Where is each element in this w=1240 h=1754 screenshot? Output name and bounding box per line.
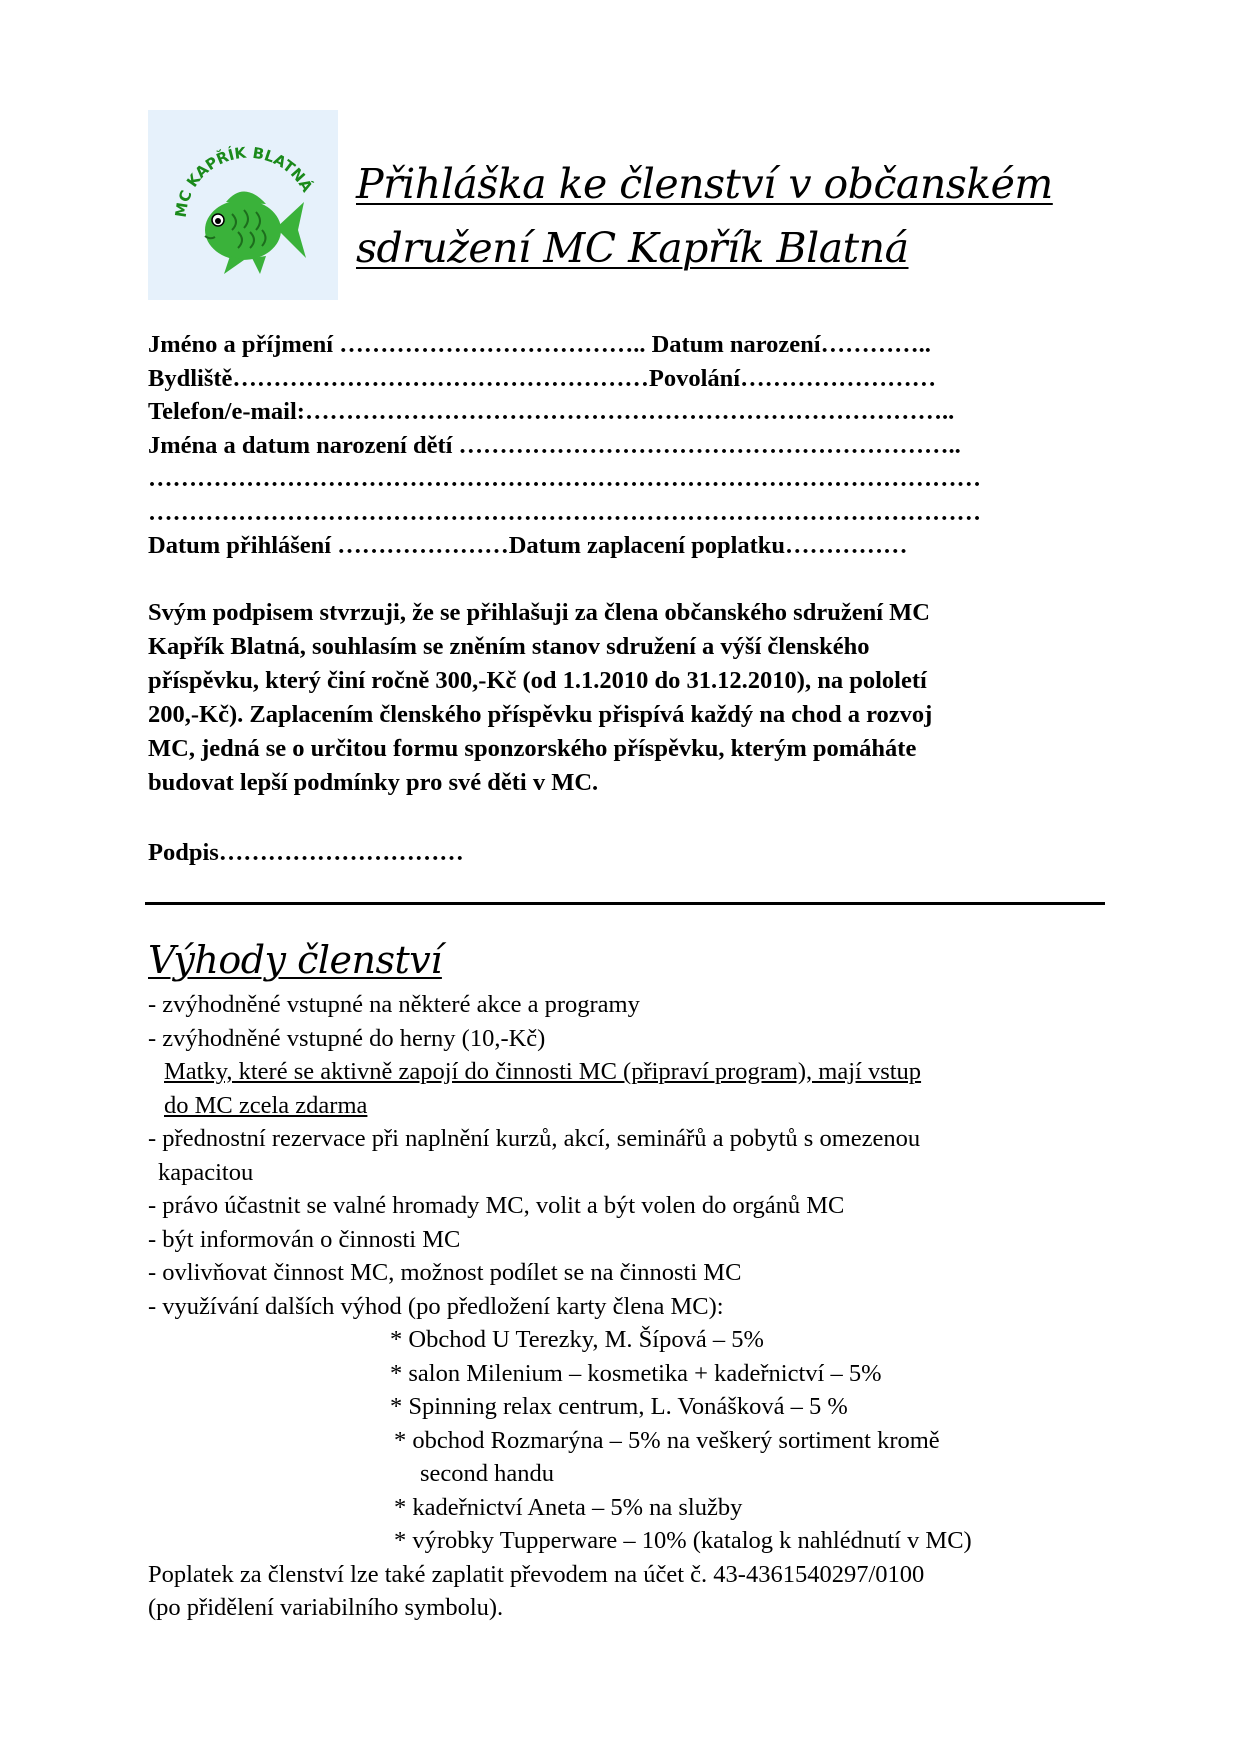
signature-field: Podpis………………………… [148, 839, 464, 866]
list-item: - právo účastnit se valné hromady MC, volit a být volen do orgánů MC [148, 1192, 845, 1219]
discount-item: * obchod Rozmarýna – 5% na veškerý sortiment kromě [394, 1426, 940, 1454]
discount-item: * výrobky Tupperware – 10% (katalog k nahlédnutí v MC) [394, 1527, 972, 1554]
discount-item: * kadeřnictví Aneta – 5% na služby [394, 1493, 743, 1521]
registration-payment-dates-field: Datum přihlášení …………………Datum zaplacení poplatku…………… [148, 532, 908, 559]
divider [145, 902, 1105, 905]
title-line: sdružení MC Kapřík Blatná [356, 224, 909, 272]
list-item: - být informován o činnosti MC [148, 1225, 461, 1253]
children-field: Jména a datum narození dětí …………………………………………………….. [148, 431, 961, 459]
residence-occupation-field: Bydliště……………………………………………Povolání…………………… [148, 364, 937, 392]
list-item-note: Matky, které se aktivně zapojí do činnosti MC (připraví program), mají vstup [164, 1058, 922, 1085]
name-birthdate-field: Jméno a příjmení ……………………………….. Datum narození………….. [148, 331, 931, 358]
benefits-list [148, 988, 1108, 1625]
payment-note: Poplatek za členství lze také zaplatit převodem na účet č. 43-4361540297/0100 [148, 1560, 925, 1588]
page-title [356, 152, 1156, 280]
list-item: - ovlivňovat činnost MC, možnost podílet se na činnosti MC [148, 1259, 742, 1286]
payment-note: (po přidělení variabilního symbolu). [148, 1594, 504, 1621]
logo-text: MC KAPŘÍK BLATNÁ [171, 143, 317, 219]
children-field-continued: ………………………………………………………………………………………… [148, 498, 981, 526]
phone-email-field: Telefon/e-mail:…………………………………………………………………….. [148, 398, 955, 425]
logo [148, 110, 338, 300]
discount-item: * Spinning relax centrum, L. Vonášková – 5 % [390, 1393, 848, 1420]
application-form [148, 328, 1108, 563]
list-item: - zvýhodněné vstupné na některé akce a programy [148, 991, 640, 1018]
fish-logo-icon [148, 110, 338, 300]
benefits-heading: Výhody členství [148, 938, 442, 982]
discount-item: * Obchod U Terezky, M. Šípová – 5% [390, 1326, 764, 1353]
declaration-line: Kapřík Blatná, souhlasím se zněním stanov sdružení a výší členského [148, 633, 870, 660]
discount-item-continued: second handu [420, 1460, 555, 1487]
title-line: Přihláška ke členství v občanském [356, 160, 1053, 208]
declaration-line: budovat lepší podmínky pro své děti v MC. [148, 769, 599, 796]
children-field-continued: ………………………………………………………………………………………… [148, 465, 981, 492]
declaration-line: příspěvku, který činí ročně 300,-Kč (od 1.1.2010 do 31.12.2010), na pololetí [148, 667, 927, 694]
declaration-line: Svým podpisem stvrzuji, že se přihlašuji za člena občanského sdružení MC [148, 599, 930, 626]
list-item: - zvýhodněné vstupné do herny (10,-Kč) [148, 1024, 546, 1052]
list-item-note: do MC zcela zdarma [164, 1091, 368, 1119]
discount-item: * salon Milenium – kosmetika + kadeřnictví – 5% [390, 1359, 882, 1387]
list-item: - využívání dalších výhod (po předložení karty člena MC): [148, 1292, 724, 1320]
declaration-line: MC, jedná se o určitou formu sponzorského příspěvku, kterým pomáháte [148, 735, 917, 762]
declaration [148, 596, 1108, 800]
list-item-continued: kapacitou [158, 1158, 254, 1186]
declaration-line: 200,-Kč). Zaplacením členského příspěvku přispívá každý na chod a rozvoj [148, 701, 933, 728]
list-item: - přednostní rezervace při naplnění kurzů, akcí, seminářů a pobytů s omezenou [148, 1125, 921, 1152]
